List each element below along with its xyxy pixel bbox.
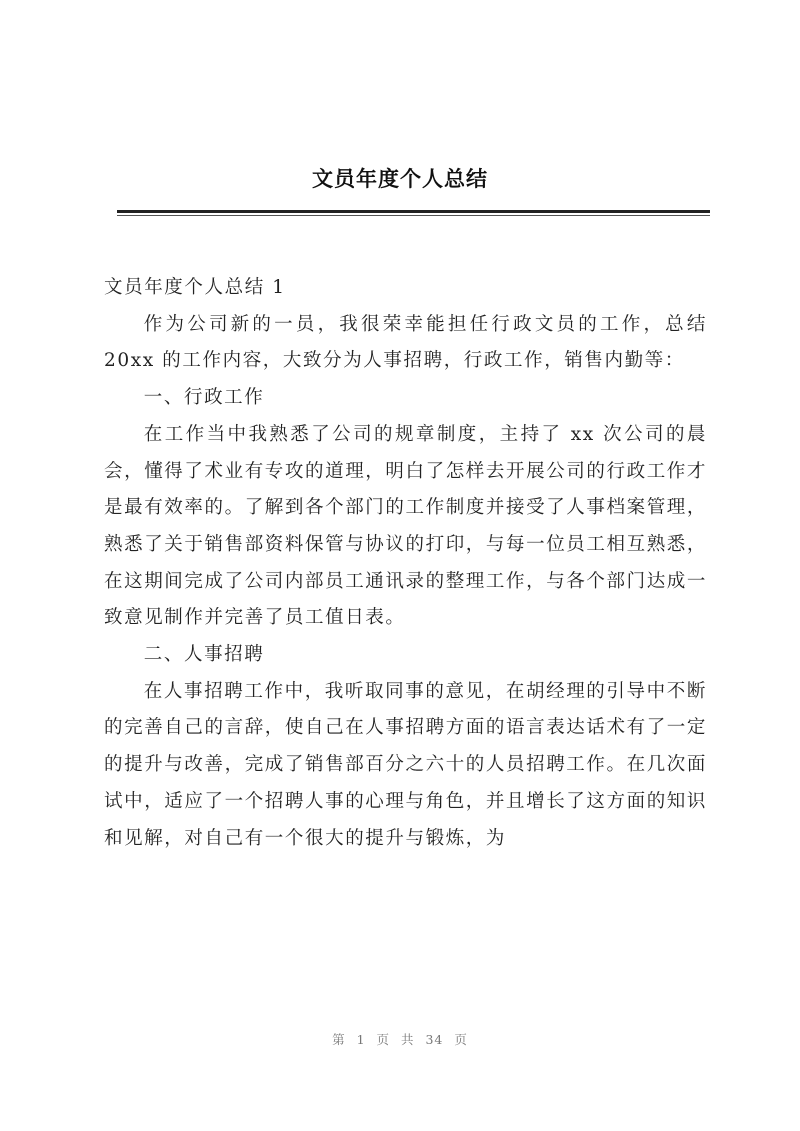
document-title: 文员年度个人总结 <box>312 167 488 191</box>
page-number-footer: 第 1 页 共 34 页 <box>332 1032 468 1047</box>
section-paragraph-admin: 在工作当中我熟悉了公司的规章制度，主持了 xx 次公司的晨会，懂得了术业有专攻的道理，明白了怎样去开展公司的行政工作才是最有效率的。了解到各个部门的工作制度并接受了人事档案管理，熟悉了关于销售部资料保管与协议的打印，与每一位员工相互熟悉，在这期间完成了公司内部员工通讯录的整理工作，与各个部门达成一致意见制作并完善了员工值日表。 <box>104 423 708 629</box>
title-underline <box>117 210 710 213</box>
intro-paragraph: 作为公司新的一员，我很荣幸能担任行政文员的工作，总结 20xx 的工作内容，大致分为人事招聘，行政工作，销售内勤等： <box>104 313 707 372</box>
section-subtitle: 文员年度个人总结 1 <box>104 277 286 298</box>
document-body <box>104 270 707 857</box>
section-paragraph-recruitment: 在人事招聘工作中，我听取同事的意见，在胡经理的引导中不断的完善自己的言辞，使自己在人事招聘方面的语言表达话术有了一定的提升与改善，完成了销售部百分之六十的人员招聘工作。在几次面试中，适应了一个招聘人事的心理与角色，并且增长了这方面的知识和见解，对自己有一个很大的提升与锻炼，为 <box>104 680 708 849</box>
section-heading-recruitment: 二、人事招聘 <box>143 644 265 666</box>
section-heading-admin: 一、行政工作 <box>143 387 265 409</box>
title-underline-thin <box>117 215 710 216</box>
